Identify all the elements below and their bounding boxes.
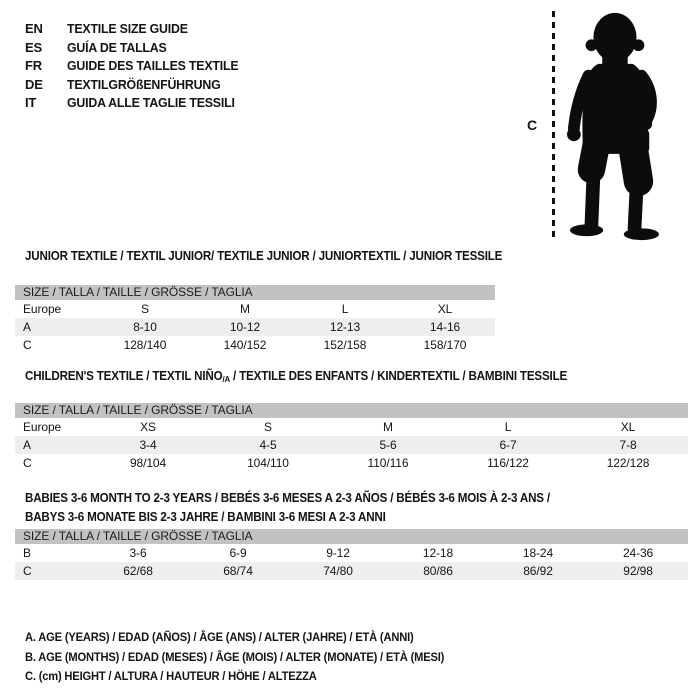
size-cell: S [141, 302, 149, 316]
children-title-sub: /A [222, 374, 231, 384]
height-measure-label: C [527, 117, 538, 133]
size-cell: 12-13 [295, 318, 395, 336]
table-row-height-cm [15, 336, 495, 354]
babies-title-line1: BABIES 3-6 MONTH TO 2-3 YEARS / BEBÉS 3-6 MESES A 2-3 AÑOS / BÉBÉS 3-6 MOIS À 2-3 ANS / [25, 491, 550, 505]
row-label: C [15, 562, 88, 580]
size-cell: 6-9 [229, 546, 247, 560]
language-row [25, 94, 247, 113]
height-measure-dashed-line [552, 11, 555, 242]
row-label: Europe [23, 420, 62, 434]
row-label: C [23, 338, 32, 352]
language-title-block [25, 20, 247, 113]
language-row [25, 39, 247, 58]
size-cell: 140/152 [223, 338, 267, 352]
toddler-silhouette-figure [558, 9, 668, 244]
language-title: GUIDE DES TAILLES TEXTILE [67, 58, 239, 74]
language-code: ES [25, 39, 42, 55]
size-cell: 8-10 [95, 318, 195, 336]
footnotes-block [25, 628, 444, 687]
children-title-pre: CHILDREN'S TEXTILE / TEXTIL NIÑO [25, 369, 223, 383]
language-code: DE [25, 76, 43, 92]
size-cell: 9-12 [326, 546, 350, 560]
language-code: EN [25, 21, 43, 36]
junior-size-table [15, 285, 495, 354]
size-cell: 4-5 [208, 436, 328, 454]
size-cell: 62/68 [88, 562, 188, 580]
table-row-europe [15, 300, 495, 318]
table-row-height-cm [15, 454, 688, 472]
babies-section-title [25, 489, 550, 527]
size-cell: 122/128 [606, 456, 650, 470]
babies-size-table [15, 529, 688, 580]
size-cell: 80/86 [388, 562, 488, 580]
size-cell: 6-7 [448, 436, 568, 454]
row-label: B [23, 546, 31, 560]
size-cell: XL [437, 302, 453, 316]
size-cell: 128/140 [123, 338, 167, 352]
babies-title-line2: BABYS 3-6 MONATE BIS 2-3 JAHRE / BAMBINI 3-6 MESI A 2-3 ANNI [25, 510, 386, 524]
size-cell: 152/158 [323, 338, 367, 352]
footnote-b: B. AGE (MONTHS) / EDAD (MESES) / ÂGE (MOIS) / ALTER (MONATE) / ETÀ (MESI) [25, 649, 445, 664]
size-cell: L [504, 420, 512, 434]
size-cell: 7-8 [568, 436, 688, 454]
size-cell: 24-36 [622, 546, 654, 560]
size-cell: 86/92 [488, 562, 588, 580]
footnote-c: C. (cm) HEIGHT / ALTURA / HAUTEUR / HÖHE / ALTEZZA [25, 669, 317, 683]
size-cell: 3-6 [129, 546, 147, 560]
size-cell: 3-4 [88, 436, 208, 454]
language-row [25, 20, 247, 39]
size-header-bar: SIZE / TALLA / TAILLE / GRÖSSE / TAGLIA [15, 529, 688, 544]
language-code: FR [25, 58, 42, 74]
footnote-a: A. AGE (YEARS) / EDAD (AÑOS) / ÂGE (ANS) / ALTER (JAHRE) / ETÀ (ANNI) [25, 630, 414, 644]
row-label: A [15, 436, 88, 454]
children-section-title [25, 369, 567, 384]
table-row-age-months [15, 544, 688, 562]
size-header-bar: SIZE / TALLA / TAILLE / GRÖSSE / TAGLIA [15, 285, 495, 300]
size-cell: 92/98 [588, 562, 688, 580]
size-cell: 5-6 [328, 436, 448, 454]
size-cell: 104/110 [247, 456, 289, 470]
size-cell: 12-18 [422, 546, 454, 560]
language-title: TEXTILE SIZE GUIDE [67, 21, 188, 36]
size-cell: 116/122 [487, 456, 529, 470]
table-row-age-years [15, 436, 688, 454]
junior-section-title: JUNIOR TEXTILE / TEXTIL JUNIOR/ TEXTILE JUNIOR / JUNIORTEXTIL / JUNIOR TESSILE [25, 249, 503, 263]
size-cell: 68/74 [188, 562, 288, 580]
table-row-europe [15, 418, 688, 436]
size-cell: 74/80 [288, 562, 388, 580]
language-row [25, 76, 247, 95]
size-cell: XL [620, 420, 636, 434]
row-label: A [15, 318, 95, 336]
row-label: Europe [23, 302, 62, 316]
size-cell: 18-24 [522, 546, 554, 560]
size-cell: 14-16 [395, 318, 495, 336]
size-cell: XS [140, 420, 156, 434]
language-row [25, 57, 247, 76]
size-cell: 110/116 [367, 456, 409, 470]
language-title: GUIDA ALLE TAGLIE TESSILI [67, 95, 235, 111]
table-row-height-cm [15, 562, 688, 580]
size-cell: M [240, 302, 250, 316]
size-cell: 10-12 [195, 318, 295, 336]
size-header-bar: SIZE / TALLA / TAILLE / GRÖSSE / TAGLIA [15, 403, 688, 418]
children-size-table [15, 403, 688, 472]
row-label: C [23, 456, 32, 470]
size-cell: 98/104 [129, 456, 167, 470]
size-cell: S [264, 420, 272, 434]
language-title: TEXTILGRÖßENFÜHRUNG [67, 76, 221, 92]
language-title: GUÍA DE TALLAS [67, 39, 167, 55]
children-title-post: / TEXTILE DES ENFANTS / KINDERTEXTIL / BAMBINI TESSILE [230, 369, 568, 383]
size-cell: M [383, 420, 393, 434]
size-cell: L [341, 302, 349, 316]
table-row-age-years [15, 318, 495, 336]
language-code: IT [25, 95, 37, 111]
size-cell: 158/170 [423, 338, 467, 352]
